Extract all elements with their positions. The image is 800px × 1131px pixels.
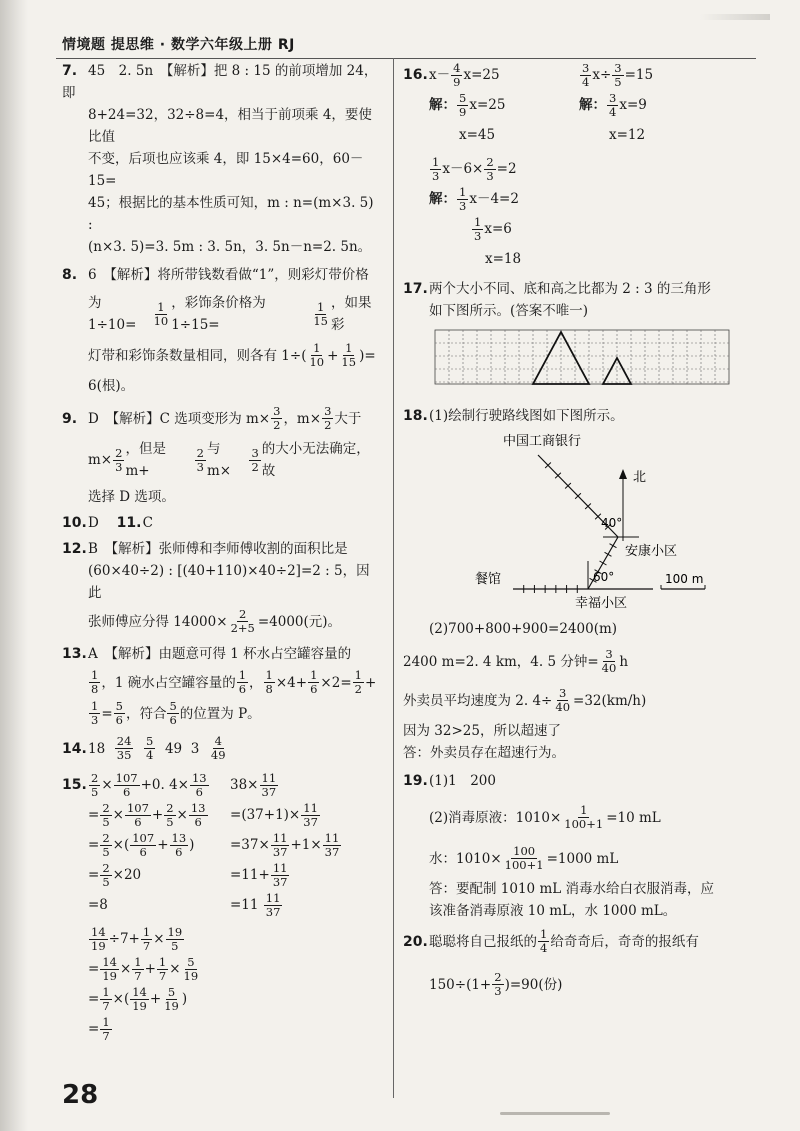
answer-line: 因为 32>25，所以超速了 [403,723,561,739]
answer-line: 如下图所示。(答案不唯一) [429,303,589,319]
question-number: 7. [62,63,78,79]
answer-line: 为 1÷10= $\frac{1}{10}$ ，彩饰条价格为 1÷15= $\frac{1}{15}$ ，如果彩 [88,295,372,333]
angle-60-label: 60° [593,570,615,584]
answer-line: 选择 D 选项。 [88,489,175,505]
answer-line: 灯带和彩饰条数量相同，则各有 1÷( $\frac{1}{10}$ + $\frac{1}{15}$ )= [88,341,376,369]
answer-line: 45；根据比的基本性质可知，m : n=(m×3. 5) : [88,195,374,233]
answer-line: 8+24=32，32÷8=4，相当于前项乘 4，要使比值 [88,107,372,145]
column-divider [393,58,394,1098]
page-header: 情境题 提思维 · 数学六年级上册 RJ [62,37,295,53]
question-number: 17. [403,281,428,297]
answer-19: 19.(1)1 200 (2)消毒原液：1010× $\frac{1}{100+1}$ =10 mL 水：1010× $\frac{100}{100+1}$ =1000 mL 答：要配制 1010 mL 消毒水给白衣服消毒，应 该准备消毒原液 10 mL，水 1000 mL。 [403,770,748,922]
question-number: 14. [62,740,87,757]
question-number: 11. [116,515,142,531]
answer-8 [62,264,382,397]
answer-20: 20. 聪聪将自己报纸的 $\frac{1}{4}$ 给奇奇后，奇奇的报纸有 150÷(1+ $\frac{2}{3}$ )=90(份) [403,927,699,998]
answer-line: 6 【解析】将所带钱数看做“1”，则彩灯带价格 [88,267,369,283]
scale-label: 100 m [665,572,704,586]
question-number: 12. [62,541,87,557]
question-number: 9. [62,410,78,427]
ankang-label: 安康小区 [625,544,678,559]
answer-12: 12.B 【解析】张师傅和李师傅收割的面积比是 (60×40÷2) : [(40+110)×40÷2]=2 : 5，因此 张师傅应分得 14000× $\frac{2}{2+5}$ =4000(元)。 [62,538,382,635]
question-number: 15. [62,777,87,793]
header-rule [56,58,756,59]
page-number: 28 [62,1080,99,1110]
answer-7 [62,60,382,258]
answer-10-11 [62,512,382,534]
question-number: 13. [62,646,87,662]
answer-line: 该准备消毒原液 10 mL，水 1000 mL。 [429,903,677,919]
bank-label: 中国工商银行 [503,434,582,449]
answer-line: 45 2. 5n 【解析】把 8 : 15 的前项增加 24，即 [62,63,378,101]
restaurant-label: 餐馆 [475,572,502,587]
answer-line: (2)700+800+900=2400(m) [429,621,618,637]
answer-14: 14. 18 $\frac{24}{35}$ $\frac{5}{4}$ 49 3 $\frac{4}{49}$ [62,734,226,762]
answer-line: 不变，后项也应该乘 4，即 15×4=60，60－15= [88,151,364,189]
question-number: 8. [62,267,78,283]
left-column [62,60,382,1044]
answer-9: 9. D 【解析】C 选项变形为 m× $\frac{3}{2}$ ，m× $\frac{3}{2}$ 大于 m× $\frac{2}{3}$ ，但是 m+ $\frac{2}{3}$ 与 m× $\frac{3}{2}$ 的大小无法确定，故 选择 D 选项。 [62,405,382,508]
scan-mark [700,14,770,20]
xingfu-label: 幸福小区 [575,596,628,611]
question-number: 20. [403,933,428,950]
answer-line: 答：要配制 1010 mL 消毒水给白衣服消毒，应 [429,881,714,897]
question-number: 16. [403,67,428,83]
answer-line: 6(根)。 [88,378,135,394]
scan-mark [500,1112,610,1115]
answer-16: 16. x－ $\frac{4}{9}$ x=25 $\frac{3}{4}$ x÷ $\frac{3}{5}$ =15 解： $\frac{5}{9}$ x=25 解： $\frac{3}{4}$ x=9 x=45 x=12 $\frac{1}{3}$ x－6× $\frac{2}{3}$ =2 解： $\frac{1}{3}$ x－4=2 $\frac{1}{3}$ x=6 x=18 [403,60,654,267]
route-diagram [443,431,743,611]
answer-line: (n×3. 5)=3. 5m : 3. 5n，3. 5n－n=2. 5n。 [88,239,372,255]
answer-17: 17.两个大小不同、底和高之比都为 2 : 3 的三角形 如下图所示。(答案不唯一) [403,278,748,401]
answer-15: 15. $\frac{2}{5}$ × $\frac{107}{6}$ +0. 4× $\frac{13}{6}$ 38× $\frac{11}{37}$ = $\frac{2}{5}$ × $\frac{107}{6}$ + $\frac{2}{5}$ × $\frac{13}{6}$ = (37+1)× $\frac{11}{37}$ = $\frac{2}{5}$ ×( $\frac{107}{6}$ + $\frac{13}{6}$ ) =37× $\frac{11}{37}$ +1× $\frac{11}{37}$ = $\frac{2}{5}$ ×20 =11+ $\frac{11}{37}$ =8 =11 $\frac{11}{37}$ $\frac{14}{19}$ ÷7+ $\frac{1}{7}$ × $\frac{19}{5}$ = $\frac{14}{19}$ × $\frac{1}{7}$ + $\frac{1}{7}$ × $\frac{5}{19}$ = $\frac{1}{7}$ ×( $\frac{14}{19}$ + $\frac{5}{19}$ ) = $\frac{1}{7}$ [62,770,340,1043]
answer-line: (60×40÷2) : [(40+110)×40÷2]=2 : 5，因此 [88,563,370,601]
page-binding-shadow [0,0,28,1131]
north-label: 北 [633,470,647,485]
right-column [403,60,748,1002]
question-number: 18. [403,408,428,424]
triangle-grid [433,328,733,388]
answer-13: 13.A 【解析】由题意可得 1 杯水占空罐容量的 $\frac{1}{8}$ ，1 碗水占空罐容量的 $\frac{1}{6}$ ， $\frac{1}{8}$ ×4+ $\frac{1}{6}$ ×2= $\frac{1}{2}$ + $\frac{1}{3}$ = $\frac{5}{6}$ ，符合 $\frac{5}{6}$ 的位置为 P。 [62,643,382,727]
answer-line: 答：外卖员存在超速行为。 [403,745,565,761]
question-number: 10. [62,515,87,531]
answer-text: C [142,515,153,531]
answer-text: D [88,515,113,531]
question-number: 19. [403,773,428,789]
angle-40-label: 40° [601,516,623,530]
answer-18: 18.(1)绘制行驶路线图如下图所示。 中国工商银行 北 40° 安康小区 餐馆 60° 幸福小区 100 m (2)700+800+900=2400(m) 2400 m=2. 4 km，4. 5 分钟= $\frac{3}{40}$ h 外卖员平均速度为 2. 4÷ $\frac{3}{40}$ =32(km/h) 因为 32>25，所以超速了 答：外卖员存在超速行为。 [403,405,748,764]
